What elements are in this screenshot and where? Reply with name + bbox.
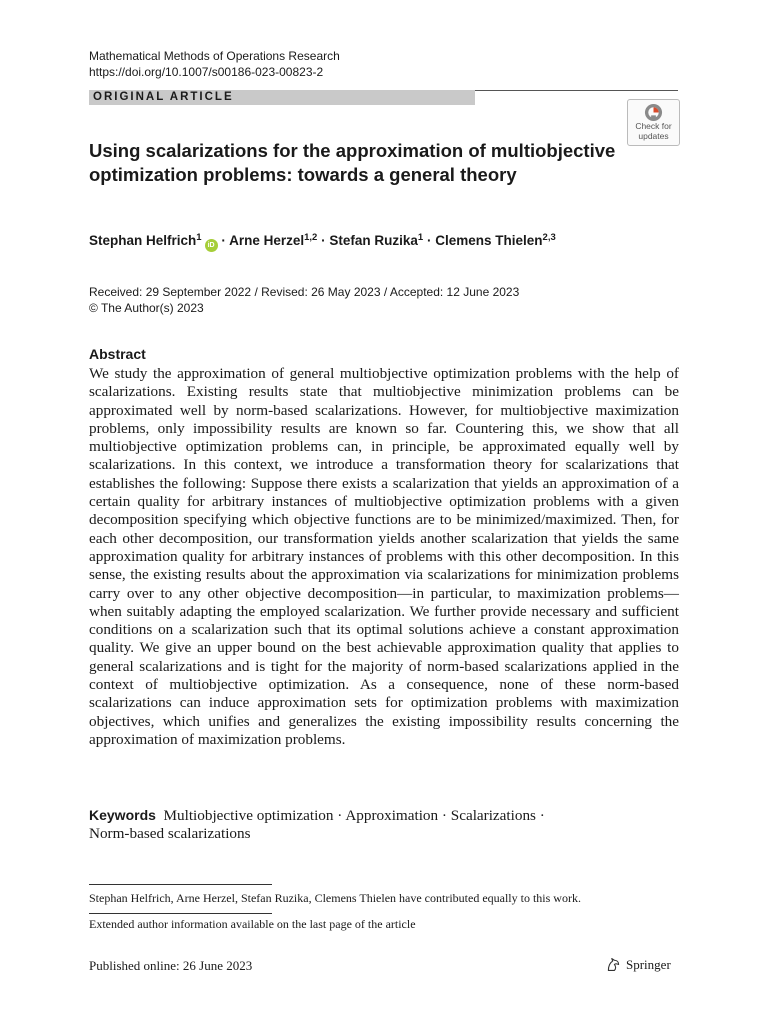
date-history: Received: 29 September 2022 / Revised: 26 May 2023 / Accepted: 12 June 2023 bbox=[89, 285, 520, 299]
author-affiliation: 2,3 bbox=[542, 232, 556, 243]
journal-name: Mathematical Methods of Operations Research bbox=[89, 49, 340, 63]
check-for-updates-icon bbox=[644, 103, 663, 122]
article-type-label: ORIGINAL ARTICLE bbox=[93, 91, 234, 103]
abstract-text: We study the approximation of general multiobjective optimization problems with the help of scalarizations. Existing results state that multiobjective minimization problems can be approximated well by norm-based scalarizations. However, for multiobjective maximization problems, only impossibility results are known so far. Countering this, we show that all multiobjective optimization problems can, in principle, be approximated equally well by scalarizations. In this context, we introduce a transformation theory for scalarizations that establishes the following: Suppose there exists a scalarization that yields an approximation of a certain quality for arbitrary instances of multiobjective optimization problems with a given decomposition specifying which objective functions are to be minimized/maximized. Then, for each other decomposition, our transformation yields another scalarization that yields the same approximation quality for arbitrary instances of problems with this other decomposition. In this sense, the existing results about the approximation via scalarizations for minimization problems carry over to any other objective decomposition—in particular, to maximization problems—when suitably adapting the employed scalarization. We further provide necessary and sufficient conditions on a scalarization such that its optimal solutions achieve a constant approximation quality. We give an upper bound on the best achievable approximation quality that applies to general scalarizations and is tight for the majority of norm-based scalarizations applied in the context of multiobjective optimization. As a consequence, none of these norm-based scalarizations can induce approximation sets for optimization problems with maximization objectives, which unifies and generalizes the existing impossibility results concerning the approximation of maximization problems. bbox=[89, 365, 679, 748]
author-name[interactable]: Arne Herzel bbox=[229, 233, 305, 248]
author-separator: · bbox=[426, 233, 432, 248]
publisher-logo[interactable] bbox=[605, 955, 671, 974]
author-affiliation: 1 bbox=[196, 232, 202, 243]
author-name[interactable]: Stefan Ruzika bbox=[329, 233, 418, 248]
author-affiliation: 1 bbox=[417, 232, 424, 243]
orcid-icon[interactable]: iD bbox=[205, 239, 218, 252]
author-name[interactable]: Stephan Helfrich bbox=[89, 233, 197, 248]
author-affiliation: 1,2 bbox=[304, 232, 318, 243]
author-separator: · bbox=[221, 233, 226, 248]
footnote-rule bbox=[89, 913, 272, 914]
author-separator: · bbox=[321, 233, 326, 248]
author-list bbox=[89, 231, 556, 252]
published-date: Published online: 26 June 2023 bbox=[89, 958, 253, 973]
journal-header bbox=[89, 48, 340, 80]
doi-link[interactable]: https://doi.org/10.1007/s00186-023-00823-2 bbox=[89, 65, 324, 79]
badge-line-2: updates bbox=[638, 130, 669, 141]
copyright-notice: © The Author(s) 2023 bbox=[89, 300, 204, 315]
keywords-heading: Keywords bbox=[89, 807, 156, 823]
article-dates bbox=[89, 285, 519, 316]
abstract-heading: Abstract bbox=[89, 346, 146, 362]
paper-title: Using scalarizations for the approximation of multiobjective optimization problems: towards a general theory bbox=[89, 140, 616, 185]
extended-info-note: Extended author information available on the last page of the article bbox=[89, 917, 416, 931]
footnote-rule bbox=[89, 884, 272, 885]
keywords-line-1: Multiobjective optimization · Approximation · Scalarizations · bbox=[163, 807, 545, 824]
header-rule bbox=[475, 90, 678, 91]
springer-horse-icon bbox=[605, 956, 622, 973]
keywords-section bbox=[89, 806, 545, 844]
publisher-name: Springer bbox=[626, 957, 671, 972]
badge-line-1: Check for bbox=[635, 121, 672, 131]
keywords-line-2: Norm-based scalarizations bbox=[89, 825, 251, 843]
equal-contribution-note: Stephan Helfrich, Arne Herzel, Stefan Ruzika, Clemens Thielen have contributed equally to this work. bbox=[89, 891, 581, 905]
author-name[interactable]: Clemens Thielen bbox=[435, 233, 543, 248]
